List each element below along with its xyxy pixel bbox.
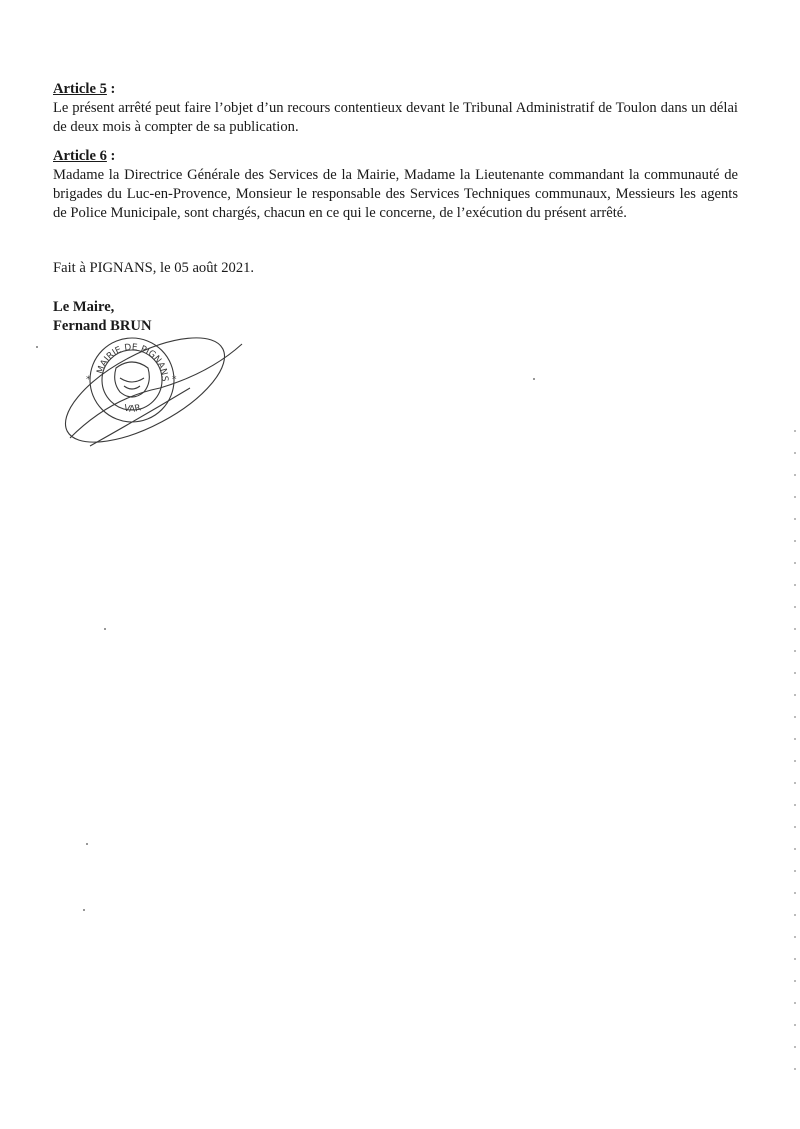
signatory-name: Fernand BRUN	[53, 318, 152, 334]
scan-speck	[83, 909, 85, 911]
place-date-line: Fait à PIGNANS, le 05 août 2021.	[53, 260, 255, 276]
seal-star-left: *	[86, 375, 91, 385]
scan-speck	[533, 378, 535, 380]
article-6-title-suffix: :	[106, 148, 116, 164]
article-6-text: Madame la Directrice Générale des Services de la Mairie, Madame la Lieutenante commandant la communauté de brigades du Luc-en-Provence, Monsieur le responsable des Services Techniques communaux, Messieurs les agents de Police Municipale, sont chargés, chacun en ce qui le concerne, de l’exécution du présent arrêté.	[53, 167, 738, 221]
scan-speck	[104, 628, 106, 630]
seal-star-right: *	[172, 375, 177, 385]
scan-speck	[36, 346, 38, 348]
article-5-title: Article 5	[53, 81, 107, 97]
seal-text-bottom: VAR	[122, 403, 142, 415]
article-5-title-suffix: :	[106, 81, 116, 97]
article-5	[53, 80, 738, 137]
seal-emblem-detail	[120, 378, 144, 389]
mairie-stamp-and-signature	[50, 318, 250, 458]
signature-tail	[90, 388, 190, 446]
scan-edge-marks	[794, 430, 796, 1070]
article-5-text: Le présent arrêté peut faire l’objet d’un recours contentieux devant le Tribunal Administratif de Toulon dans un délai de deux mois à compter de sa publication.	[53, 100, 738, 135]
signature-loop	[50, 318, 239, 458]
scan-speck	[86, 843, 88, 845]
article-6	[53, 147, 738, 223]
seal-text-top: MAIRIE DE PIGNANS	[95, 342, 170, 382]
article-6-title: Article 6	[53, 148, 107, 164]
signatory-role: Le Maire,	[53, 299, 115, 315]
